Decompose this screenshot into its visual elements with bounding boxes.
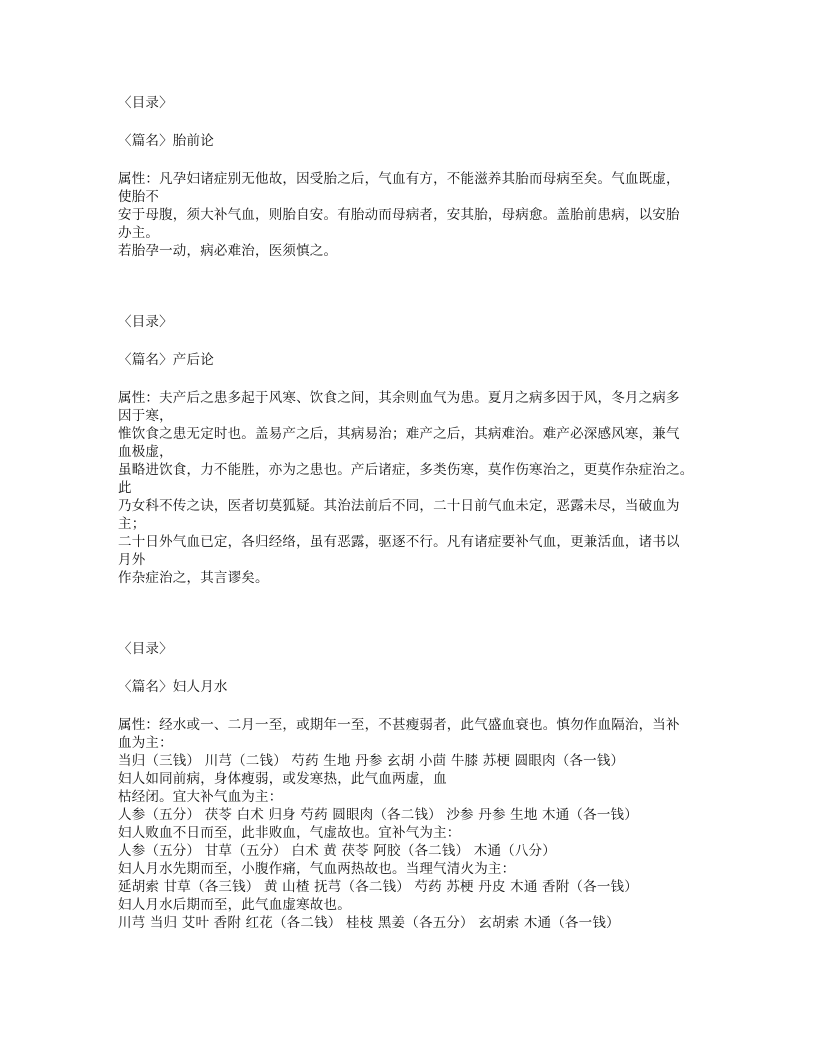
prescription-line: 当归（三钱） 川芎（二钱） 芍药 生地 丹参 玄胡 小茴 牛膝 苏梗 圆眼肉（各一钱）	[118, 753, 625, 769]
body-line: 妇人如同前病，身体瘦弱，或发寒热，此气血两虚，血	[118, 771, 447, 787]
body-line: 若胎孕一动，病必难治，医须慎之。	[118, 243, 338, 259]
body-line: 虽略进饮食，力不能胜，亦为之患也。产后诸症，多类伤寒，莫作伤寒治之，更莫作杂症治之。	[118, 462, 694, 478]
toc-label: 〈目录〉	[118, 641, 173, 657]
body-line: 枯经闭。宜大补气血为主：	[118, 789, 283, 805]
toc-label: 〈目录〉	[118, 95, 173, 111]
body-line: 二十日外气血已定，各归经络，虽有恶露，驱逐不行。凡有诸症要补气血，更兼活血，诸书以	[118, 534, 680, 550]
body-line: 作杂症治之，其言谬矣。	[118, 570, 269, 586]
body-line: 属性：经水或一、二月一至，或期年一至，不甚瘦弱者，此气盛血衰也。慎勿作血隔治，当补	[118, 717, 680, 733]
body-line: 月外	[118, 552, 146, 568]
body-line: 妇人败血不日而至，此非败血，气虚故也。宜补气为主：	[118, 825, 461, 841]
section-body	[118, 170, 708, 260]
prescription-line: 延胡索 甘草（各三钱） 黄 山楂 抚芎（各二钱） 芍药 苏梗 丹皮 木通 香附（各一钱）	[118, 879, 638, 895]
document-page	[118, 94, 708, 932]
section-title: 〈篇名〉妇人月水	[118, 679, 228, 695]
prescription-line: 人参（五分） 茯苓 白术 归身 芍药 圆眼肉（各二钱） 沙参 丹参 生地 木通（各一钱）	[118, 807, 638, 823]
prescription-line: 川芎 当归 艾叶 香附 红花（各二钱） 桂枝 黑姜（各五分） 玄胡索 木通（各一钱）	[118, 915, 620, 931]
body-line: 血极虚，	[118, 444, 173, 460]
section-title: 〈篇名〉胎前论	[118, 133, 214, 149]
body-line: 惟饮食之患无定时也。盖易产之后，其病易治；难产之后，其病难治。难产必深感风寒，兼气	[118, 426, 680, 442]
section-furen-yueshui	[118, 640, 708, 932]
section-body	[118, 716, 708, 932]
body-line: 办主。	[118, 225, 160, 241]
body-line: 属性：凡孕妇诸症别无他故，因受胎之后，气血有方，不能滋养其胎而母病至矣。气血既虚，	[118, 171, 680, 187]
body-line: 血为主：	[118, 735, 173, 751]
body-line: 因于寒，	[118, 408, 173, 424]
section-body	[118, 389, 708, 587]
prescription-line: 人参（五分） 甘草（五分） 白术 黄 茯苓 阿胶（各二钱） 木通（八分）	[118, 843, 556, 859]
body-line: 妇人月水先期而至，小腹作痛，气血两热故也。当理气清火为主：	[118, 861, 516, 877]
body-line: 主；	[118, 516, 146, 532]
toc-label: 〈目录〉	[118, 314, 173, 330]
body-line: 此	[118, 480, 132, 496]
body-line: 妇人月水后期而至，此气血虚寒故也。	[118, 897, 351, 913]
body-line: 安于母腹，须大补气血，则胎自安。有胎动而母病者，安其胎，母病愈。盖胎前患病，以安胎	[118, 207, 680, 223]
section-title: 〈篇名〉产后论	[118, 352, 214, 368]
body-line: 属性：夫产后之患多起于风寒、饮食之间，其余则血气为患。夏月之病多因于风，冬月之病多	[118, 390, 680, 406]
section-taiqian	[118, 94, 708, 260]
section-chanhou	[118, 313, 708, 587]
body-line: 乃女科不传之诀，医者切莫狐疑。其治法前后不同，二十日前气血未定，恶露未尽，当破血为	[118, 498, 680, 514]
body-line: 使胎不	[118, 189, 160, 205]
